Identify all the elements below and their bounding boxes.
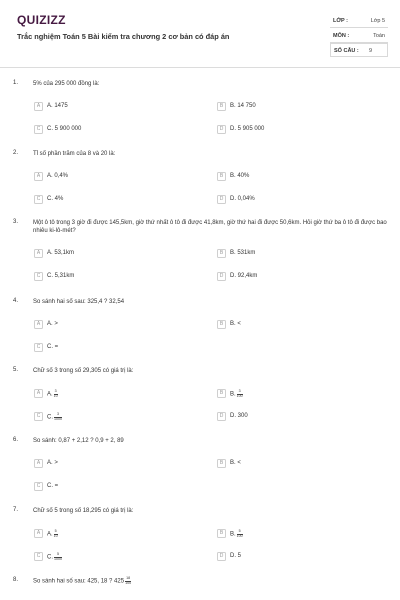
fraction-denominator: 1000 <box>54 556 62 561</box>
option-text <box>47 173 68 179</box>
header-divider <box>0 67 400 68</box>
option-label: C. 5,31km <box>47 273 75 279</box>
option-text <box>230 390 243 398</box>
option-letter-box: A <box>34 459 43 468</box>
option-fraction <box>54 553 62 561</box>
fraction-denominator: 100 <box>236 533 243 538</box>
option-text <box>47 483 58 489</box>
option-text <box>230 103 256 109</box>
option-text <box>47 390 58 398</box>
option-text <box>230 273 257 279</box>
option-letter-box: B <box>217 172 226 181</box>
option-letter-box: C <box>34 412 43 421</box>
fraction-numerator: 5 <box>54 529 57 533</box>
option-text <box>47 413 62 421</box>
meta-grade-value: Lớp 5 <box>370 18 385 24</box>
option-fraction <box>54 530 58 538</box>
question-text-content: Một ô tô trong 3 giờ đi được 145,5km, giờ thứ nhất ô tô đi được 41,8km, giờ thứ hai đi được 50,6km. Hỏi giờ thứ ba ô tô đi được bao nhiêu ki-lô-mét? <box>33 220 387 235</box>
question-text <box>33 437 391 445</box>
option-letter-box: A <box>34 249 43 258</box>
option-label: D. 5 <box>230 553 242 559</box>
question-text-content: So sánh hai số sau: 325,4 ? 32,54 <box>33 299 125 305</box>
question-text <box>33 507 391 515</box>
option-fraction <box>54 390 58 398</box>
option-label: A. <box>47 531 53 538</box>
option-text <box>47 103 68 109</box>
option-letter-box: D <box>217 125 226 134</box>
option-fraction <box>237 530 243 538</box>
option-text <box>47 126 81 132</box>
option-letter-box: B <box>217 459 226 468</box>
fraction-numerator: 18 <box>126 576 131 580</box>
option-text <box>47 196 63 202</box>
question-text <box>33 219 391 236</box>
option-label: B. < <box>230 321 241 327</box>
question-text <box>33 150 391 158</box>
option-text <box>230 530 243 538</box>
fraction-denominator: 100 <box>125 580 132 585</box>
option-letter-box: A <box>34 172 43 181</box>
question-text-content: So sánh hai số sau: 425, 18 ? 425 <box>33 578 125 585</box>
option-letter-box: C <box>34 125 43 134</box>
question-number: 5. <box>13 367 19 373</box>
meta-question-count <box>330 43 388 57</box>
option-label: A. <box>47 391 53 398</box>
fraction-numerator: 3 <box>238 389 241 393</box>
option-label: B. <box>230 391 236 398</box>
meta-grade <box>330 14 388 28</box>
fraction-denominator: 10 <box>53 393 58 398</box>
fraction-denominator: 100 <box>236 393 243 398</box>
option-text <box>47 530 58 538</box>
fraction-denominator: 1000 <box>54 416 62 421</box>
option-letter-box: C <box>34 195 43 204</box>
option-label: C. <box>47 414 53 421</box>
option-text <box>230 196 255 202</box>
option-letter-box: D <box>217 412 226 421</box>
meta-count-label: SỐ CÂU : <box>334 48 359 54</box>
option-label: C. = <box>47 344 59 350</box>
option-letter-box: C <box>34 343 43 352</box>
option-label: A. 1475 <box>47 103 68 109</box>
question-number: 1. <box>13 80 19 86</box>
option-label: D. 0,04% <box>230 196 255 202</box>
option-letter-box: C <box>34 482 43 491</box>
option-text <box>230 321 241 327</box>
option-label: A. > <box>47 460 58 466</box>
option-text <box>230 413 248 419</box>
question-text-content: Tỉ số phần trăm của 8 và 20 là: <box>33 151 116 157</box>
option-letter-box: B <box>217 529 226 538</box>
option-label: A. 53,1km <box>47 250 75 256</box>
option-letter-box: A <box>34 320 43 329</box>
option-letter-box: A <box>34 529 43 538</box>
option-letter-box: D <box>217 272 226 281</box>
option-label: D. 92,4km <box>230 273 258 279</box>
meta-subject <box>330 29 388 43</box>
meta-subject-value: Toán <box>373 33 385 39</box>
meta-grade-label: LỚP : <box>333 18 348 24</box>
option-text <box>47 344 58 350</box>
meta-count-value: 9 <box>369 48 373 54</box>
option-text <box>47 321 58 327</box>
option-label: C. = <box>47 483 59 489</box>
option-label: B. 531km <box>230 250 256 256</box>
option-letter-box: C <box>34 552 43 561</box>
option-text <box>230 126 264 132</box>
option-label: B. 14 750 <box>230 103 256 109</box>
option-label: A. > <box>47 321 58 327</box>
question-text-content: So sánh: 0,87 + 2,12 ? 0,9 + 2, 89 <box>33 438 124 444</box>
option-fraction <box>237 390 243 398</box>
option-label: B. <box>230 531 236 538</box>
question-number: 7. <box>13 507 19 513</box>
option-fraction <box>54 413 62 421</box>
fraction-numerator: 3 <box>54 389 57 393</box>
option-text <box>47 553 62 561</box>
option-label: D. 300 <box>230 413 248 419</box>
option-label: C. <box>47 554 53 561</box>
option-text <box>47 460 58 466</box>
question-text-content: Chữ số 5 trong số 18,295 có giá trị là: <box>33 508 134 514</box>
option-label: D. 5 905 000 <box>230 126 265 132</box>
question-fraction <box>125 577 131 585</box>
fraction-denominator: 10 <box>53 533 58 538</box>
option-letter-box: C <box>34 272 43 281</box>
fraction-numerator: 5 <box>54 553 62 558</box>
option-text <box>230 250 255 256</box>
option-letter-box: A <box>34 102 43 111</box>
question-number: 2. <box>13 150 19 156</box>
question-number: 4. <box>13 298 19 304</box>
quizizz-logo: QUIZIZZ <box>17 13 66 27</box>
option-letter-box: D <box>217 195 226 204</box>
option-text <box>230 173 249 179</box>
option-text <box>230 553 241 559</box>
meta-subject-label: MÔN : <box>333 33 350 39</box>
option-text <box>47 273 74 279</box>
question-number: 6. <box>13 437 19 443</box>
option-label: A. 0,4% <box>47 173 69 179</box>
option-letter-box: B <box>217 249 226 258</box>
question-text-content: Chữ số 3 trong số 29,305 có giá trị là: <box>33 368 134 374</box>
option-text <box>230 460 241 466</box>
option-letter-box: A <box>34 389 43 398</box>
question-text <box>33 367 391 375</box>
question-text <box>33 298 391 306</box>
question-number: 8. <box>13 577 19 583</box>
option-label: B. < <box>230 460 241 466</box>
fraction-numerator: 5 <box>238 529 241 533</box>
question-text-content: 5% của 295 000 đồng là: <box>33 81 100 87</box>
option-letter-box: B <box>217 102 226 111</box>
option-letter-box: B <box>217 320 226 329</box>
document-title: Trắc nghiệm Toán 5 Bài kiểm tra chương 2 cơ bản có đáp án <box>17 32 230 41</box>
option-label: C. 4% <box>47 196 64 202</box>
option-label: C. 5 900 000 <box>47 126 82 132</box>
question-text <box>33 577 391 586</box>
option-label: B. 40% <box>230 173 250 179</box>
fraction-numerator: 3 <box>54 413 62 418</box>
question-text <box>33 80 391 88</box>
option-letter-box: B <box>217 389 226 398</box>
option-letter-box: D <box>217 552 226 561</box>
option-text <box>47 250 74 256</box>
page-header <box>0 0 400 64</box>
question-number: 3. <box>13 219 19 225</box>
